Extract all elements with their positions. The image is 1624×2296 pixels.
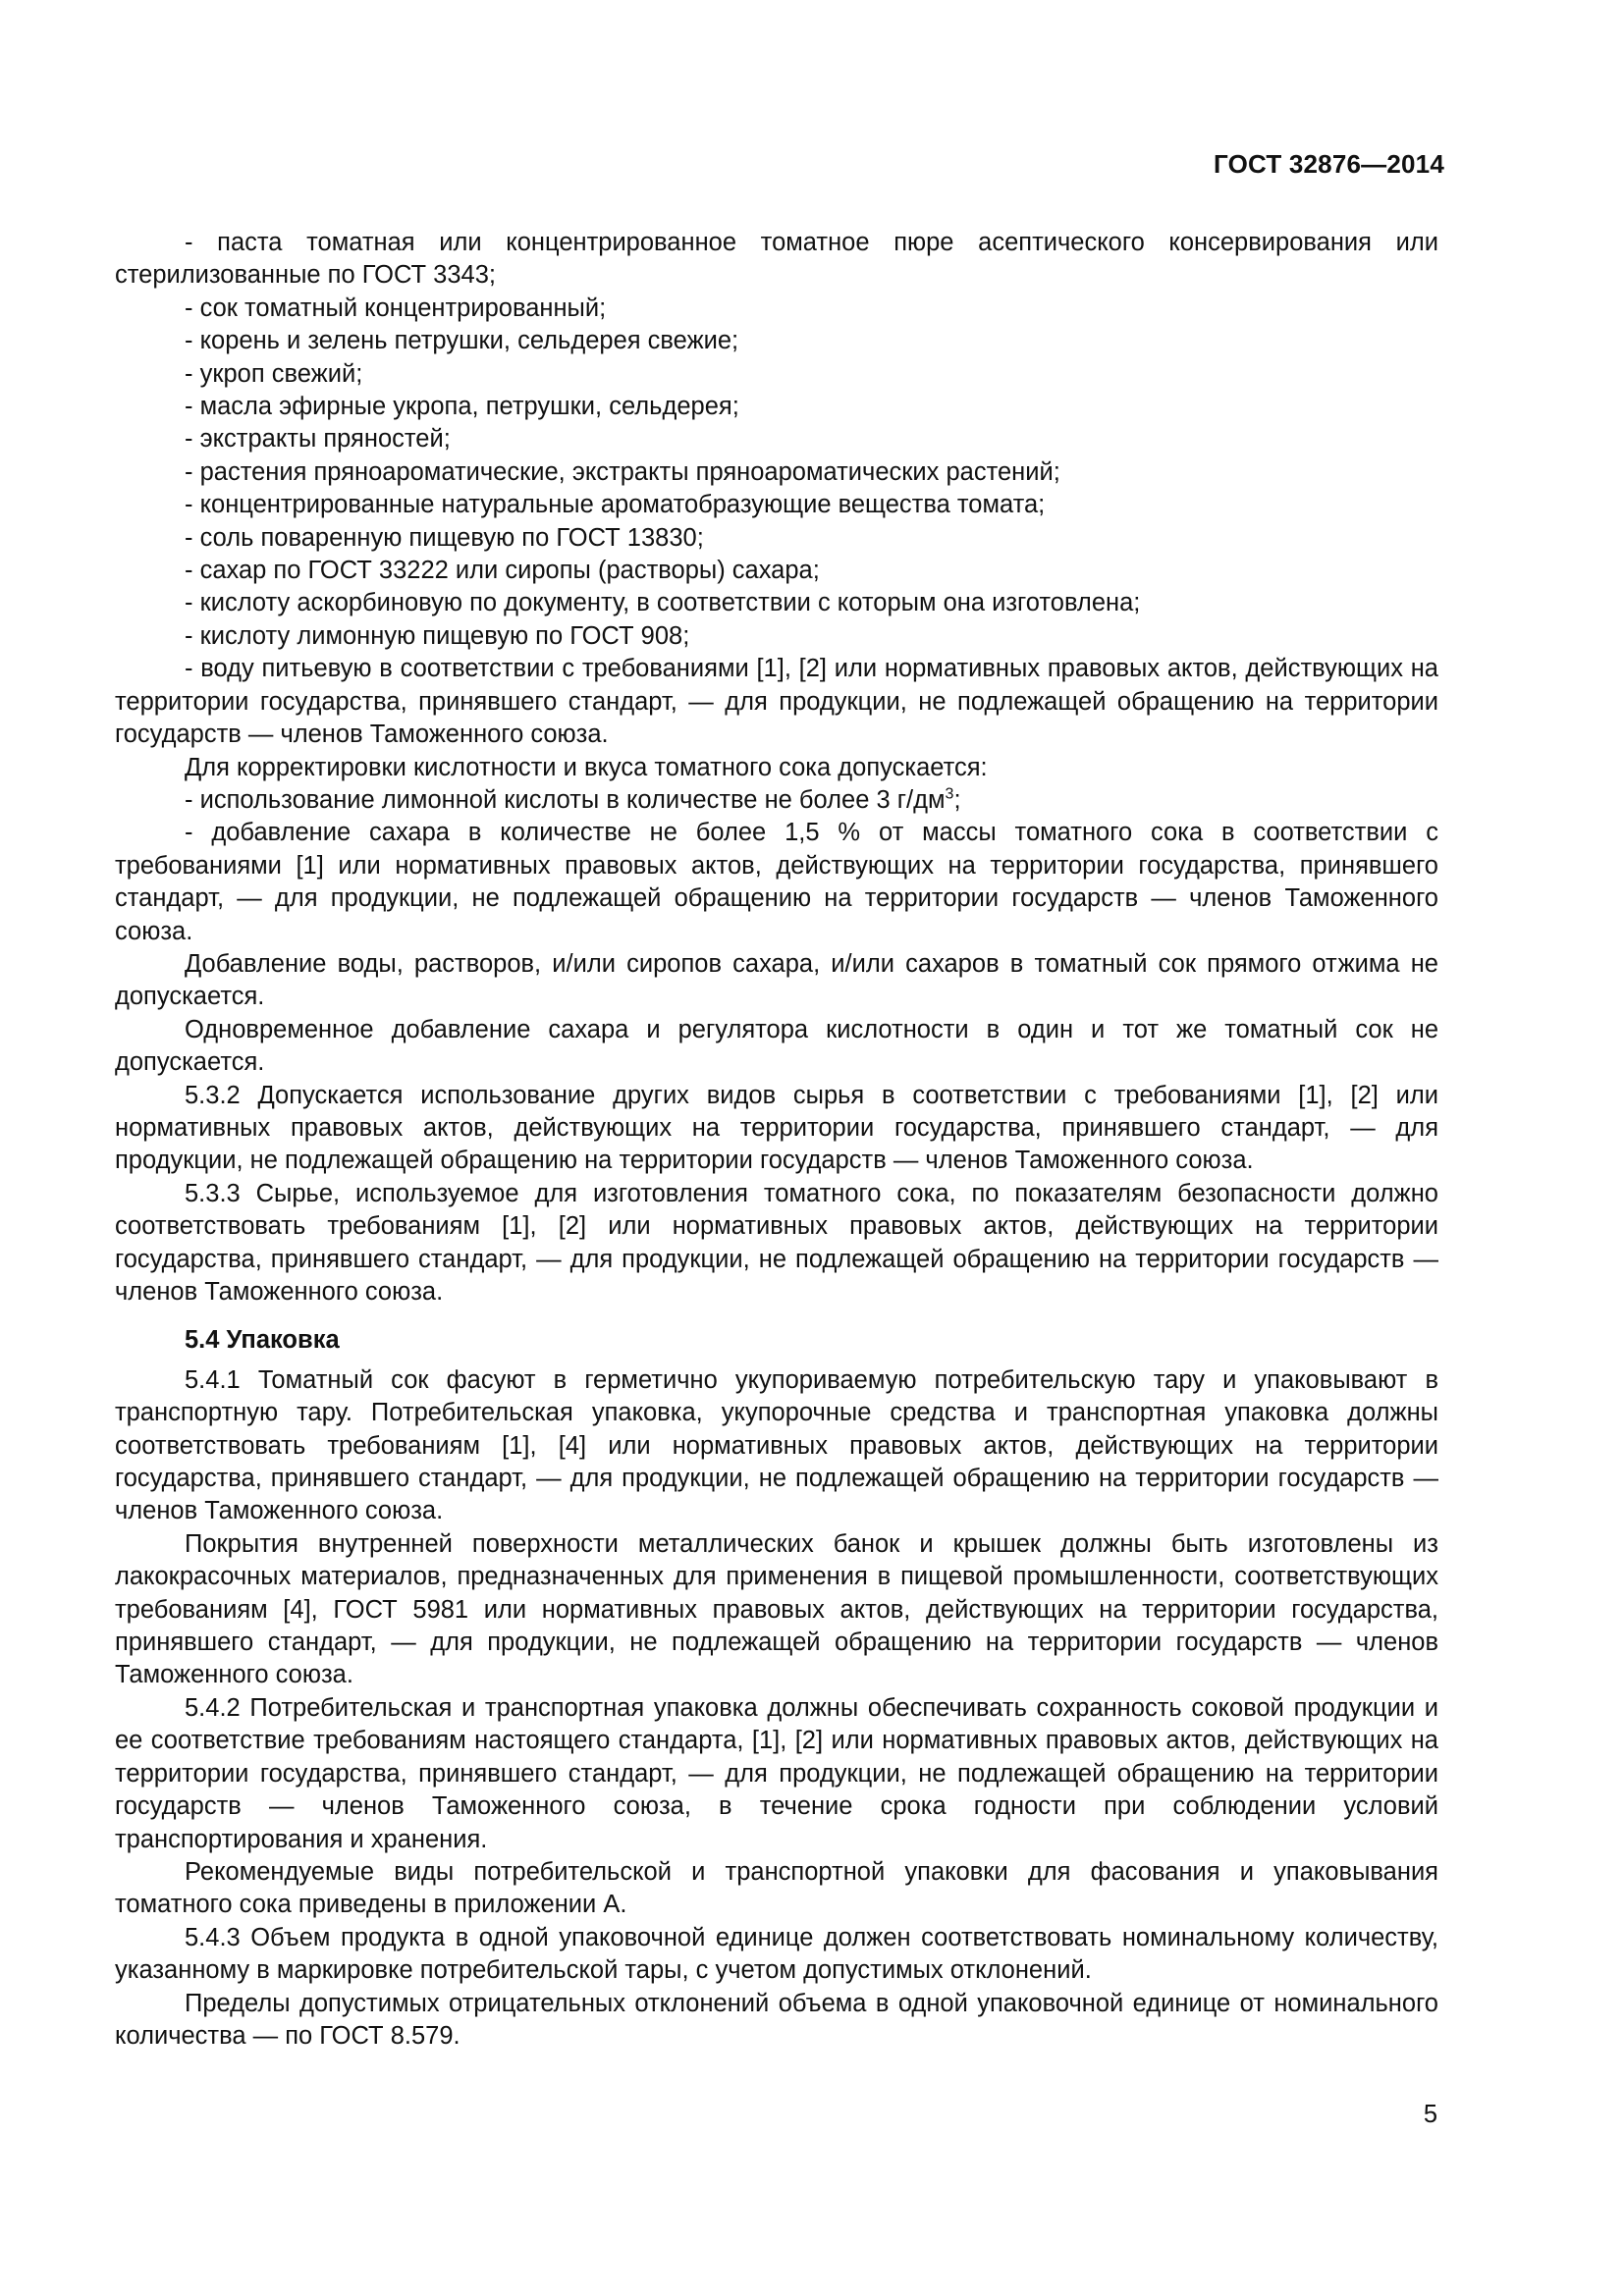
list-item: - воду питьевую в соответствии с требованиями [1], [2] или нормативных правовых актов, действующих на территории государства, принявшего стандарт, — для продукции, не подлежащей обращению на территории государств — членов Таможенного союза. [115, 655, 1438, 749]
list-item: - сок томатный концентрированный; [185, 294, 607, 322]
paragraph-recommended-packaging: Рекомендуемые виды потребительской и транспортной упаковки для фасования и упаковывания томатного сока приведены в приложении А. [115, 1857, 1438, 1919]
paragraph-simultaneous-not-allowed: Одновременное добавление сахара и регулятора кислотности в один и тот же томатный сок не допускается. [115, 1015, 1438, 1077]
list-item: - сахар по ГОСТ 33222 или сиропы (растворы) сахара; [185, 557, 820, 585]
list-item: - экстракты пряностей; [185, 425, 451, 454]
paragraph-coatings: Покрытия внутренней поверхности металлических банок и крышек должны быть изготовлены из лакокрасочных материалов, предназначенных для применения в пищевой промышленности, соответствующих требованиям [4], ГОСТ 5981 или нормативных правовых актов, действующих на территории государства, принявшего стандарт, — для продукции, не подлежащей обращению на территории государств — членов Таможенного союза. [115, 1529, 1438, 1689]
paragraph-5-4-2: 5.4.2 Потребительская и транспортная упаковка должны обеспечивать сохранность соковой продукции и ее соответствие требованиям настоящего стандарта, [1], [2] или нормативных правовых актов, действующих на территории государства, принявшего стандарт, — для продукции, не подлежащей обращению на территории государств — членов Таможенного союза, в течение срока годности при соблюдении условий транспортирования и хранения. [115, 1693, 1438, 1853]
list-item: - масла эфирные укропа, петрушки, сельдерея; [185, 393, 739, 421]
document-code: ГОСТ 32876—2014 [1214, 149, 1444, 179]
citric-text: - использование лимонной кислоты в количестве не более 3 г/дм [185, 785, 946, 814]
list-item: - корень и зелень петрушки, сельдерея свежие; [185, 327, 739, 355]
list-item: - паста томатная или концентрированное томатное пюре асептического консервирования или стерилизованные по ГОСТ 3343; [115, 229, 1438, 290]
superscript-cubic: 3 [945, 785, 954, 803]
list-item-citric-acid [115, 784, 1438, 817]
list-item: - кислоту аскорбиновую по документу, в соответствии с которым она изготовлена; [185, 589, 1141, 617]
paragraph-5-4-3: 5.4.3 Объем продукта в одной упаковочной единице должен соответствовать номинальному количеству, указанному в маркировке потребительской тары, с учетом допустимых отклонений. [115, 1923, 1438, 1985]
document-body [115, 227, 1438, 2053]
paragraph-5-4-1: 5.4.1 Томатный сок фасуют в герметично укупориваемую потребительскую тару и упаковывают в транспортную тару. Потребительская упаковка, укупорочные средства и транспортная упаковка должны соответствовать требованиям [1], [4] или нормативных правовых актов, действующих на территории государства, принявшего стандарт, — для продукции, не подлежащей обращению на территории государств — членов Таможенного союза. [115, 1365, 1438, 1525]
list-item: - кислоту лимонную пищевую по ГОСТ 908; [185, 621, 690, 650]
paragraph-deviation-limits: Пределы допустимых отрицательных отклонений объема в одной упаковочной единице от номинального количества — по ГОСТ 8.579. [115, 1989, 1438, 2050]
list-item: - укроп свежий; [185, 359, 363, 388]
list-item: - соль поваренную пищевую по ГОСТ 13830; [185, 523, 704, 552]
paragraph-water-not-allowed: Добавление воды, растворов, и/или сиропов сахара, и/или сахаров в томатный сок прямого отжима не допускается. [115, 949, 1438, 1011]
list-item: - концентрированные натуральные ароматобразующие вещества томата; [185, 491, 1046, 519]
list-item: - растения пряноароматические, экстракты пряноароматических растений; [185, 457, 1060, 486]
citric-suffix: ; [953, 785, 961, 814]
paragraph-acidity-intro: Для корректировки кислотности и вкуса томатного сока допускается: [185, 753, 988, 781]
paragraph-5-3-3: 5.3.3 Сырье, используемое для изготовления томатного сока, по показателям безопасности должно соответствовать требованиям [1], [2] или нормативных правовых актов, действующих на территории государства, принявшего стандарт, — для продукции, не подлежащей обращению на территории государств — членов Таможенного союза. [115, 1179, 1438, 1306]
section-heading-5-4: 5.4 Упаковка [185, 1326, 340, 1355]
list-item-sugar-addition: - добавление сахара в количестве не более 1,5 % от массы томатного сока в соответствии с требованиями [1] или нормативных правовых актов, действующих на территории государства, принявшего стандарт, — для продукции, не подлежащей обращению на территории государств — членов Таможенного союза. [115, 819, 1438, 945]
paragraph-5-3-2: 5.3.2 Допускается использование других видов сырья в соответствии с требованиями [1], [2] или нормативных правовых актов, действующих на территории государства, принявшего стандарт, — для продукции, не подлежащей обращению на территории государств — членов Таможенного союза. [115, 1081, 1438, 1175]
page-number: 5 [1423, 2101, 1437, 2128]
